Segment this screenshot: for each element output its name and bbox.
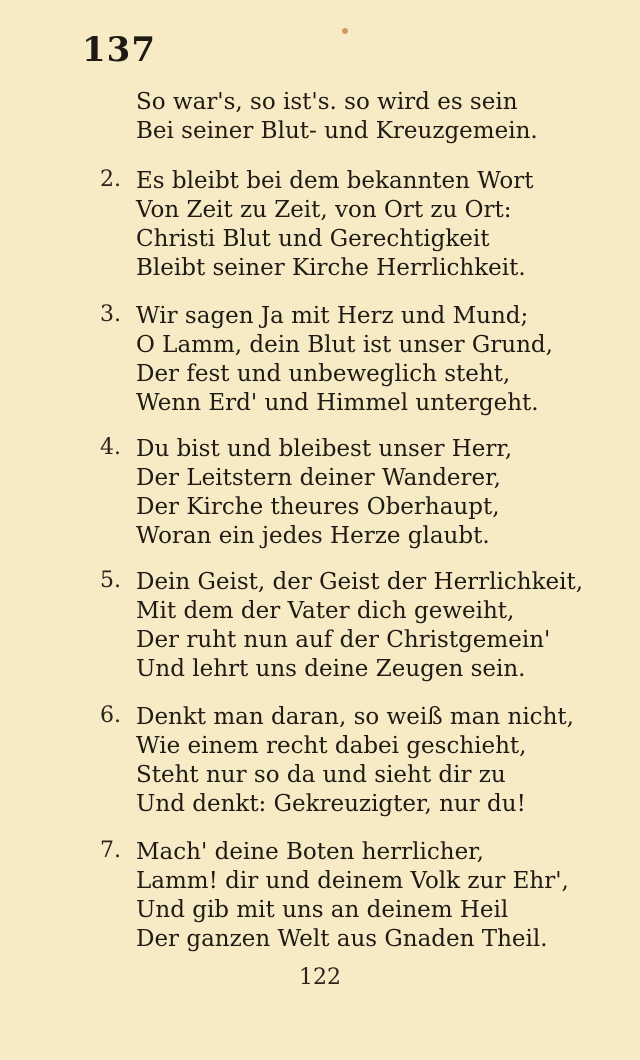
- verse-line: Von Zeit zu Zeit, von Ort zu Ort:: [136, 197, 512, 223]
- verse-line: Dein Geist, der Geist der Herrlichkeit,: [136, 569, 584, 595]
- verse-line: Der Leitstern deiner Wanderer,: [136, 465, 501, 491]
- verse-line: Wir sagen Ja mit Herz und Mund;: [136, 303, 529, 329]
- verse-line: Woran ein jedes Herze glaubt.: [136, 523, 490, 549]
- verse-line: Der fest und unbeweglich steht,: [136, 361, 511, 387]
- stanza-number: 2.: [100, 167, 121, 192]
- verse-line: Der Kirche theures Oberhaupt,: [136, 494, 500, 520]
- verse-line: Steht nur so da und sieht dir zu: [136, 762, 506, 788]
- verse-line: Wie einem recht dabei geschieht,: [136, 733, 527, 759]
- stanza-number: 5.: [100, 568, 121, 593]
- page-number: 122: [299, 965, 341, 990]
- decorative-dot: [342, 28, 348, 34]
- stanza-number: 7.: [100, 838, 121, 863]
- verse-line: Und gib mit uns an deinem Heil: [136, 897, 509, 923]
- verse-line: Es bleibt bei dem bekannten Wort: [136, 168, 534, 194]
- verse-line: O Lamm, dein Blut ist unser Grund,: [136, 332, 553, 358]
- verse-line: Christi Blut und Gerechtigkeit: [136, 226, 490, 252]
- stanza-number: 6.: [100, 703, 121, 728]
- stanza-number: 4.: [100, 435, 121, 460]
- verse-line: Mach' deine Boten herrlicher,: [136, 839, 484, 865]
- verse-line: Bleibt seiner Kirche Herrlichkeit.: [136, 255, 526, 281]
- verse-line: Lamm! dir und deinem Volk zur Ehr',: [136, 868, 569, 894]
- verse-line: Und denkt: Gekreuzigter, nur du!: [136, 791, 526, 817]
- verse-line: Der ruht nun auf der Christgemein': [136, 627, 551, 653]
- verse-line: Der ganzen Welt aus Gnaden Theil.: [136, 926, 548, 952]
- verse-line: Mit dem der Vater dich geweiht,: [136, 598, 515, 624]
- verse-line: Denkt man daran, so weiß man nicht,: [136, 704, 574, 730]
- stanza-number: 3.: [100, 302, 121, 327]
- verse-line: Und lehrt uns deine Zeugen sein.: [136, 656, 526, 682]
- verse-line: Du bist und bleibest unser Herr,: [136, 436, 513, 462]
- verse-line: Bei seiner Blut- und Kreuzgemein.: [136, 118, 538, 144]
- hymn-number: 137: [82, 30, 156, 70]
- verse-line: So war's, so ist's. so wird es sein: [136, 89, 518, 115]
- verse-line: Wenn Erd' und Himmel untergeht.: [136, 390, 539, 416]
